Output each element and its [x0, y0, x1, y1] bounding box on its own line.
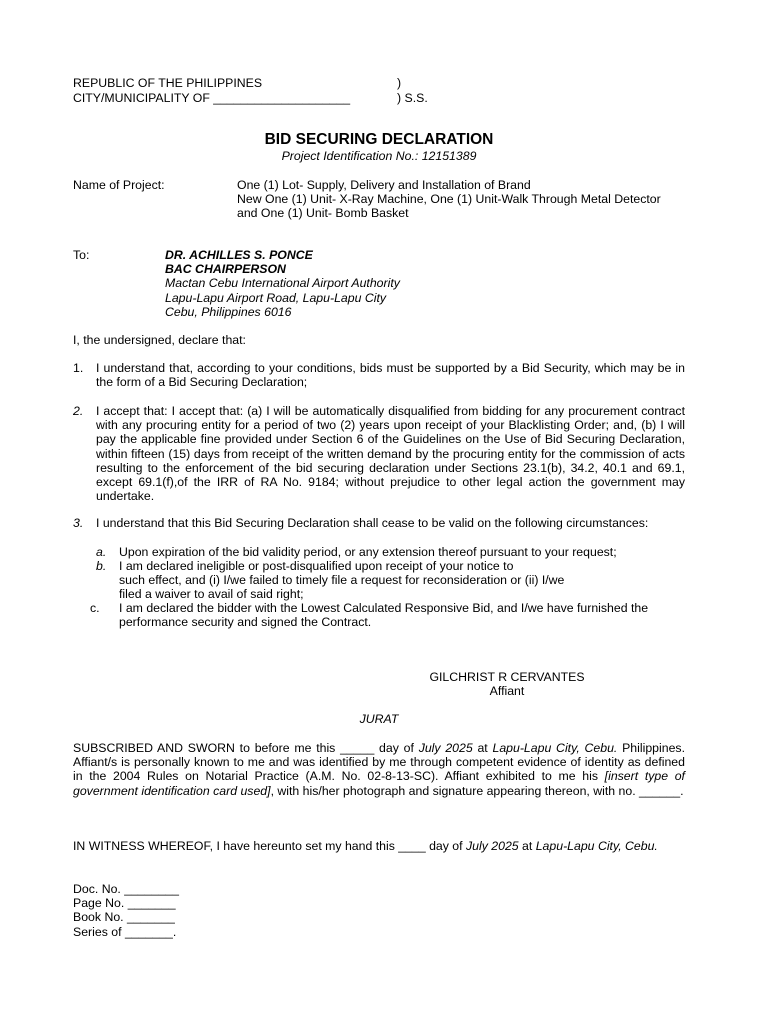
project-name-line: New One (1) Unit- X-Ray Machine, One (1) Unit-Walk Through Metal Detector: [237, 192, 661, 207]
addressee-block: [165, 248, 400, 319]
project-identification: Project Identification No.: 12151389: [281, 149, 477, 163]
project-name: [237, 178, 697, 221]
item-number: 1.: [73, 361, 84, 375]
witness-paragraph: [73, 839, 685, 853]
republic-line: REPUBLIC OF THE PHILIPPINES: [73, 76, 263, 90]
jurat-text: Philippines. Affiant/s is personally known to me and was identified by me through competent evidence of identity as defined in the 2004 Rules on Notarial Practice (A.M. No. 02-8-13-SC). Affiant exhibited to me his: [73, 741, 685, 784]
item-text: I accept that: I accept that: (a) I will be automatically disqualified from bidding for any procurement contract with any procuring entity for a period of two (2) years upon receipt of your Blacklisting Order; and, (b) I will pay the applicable fine provided under Section 6 of the Guidelines on the Use of Bid Securing Declaration, within fifteen (15) days from receipt of the written demand by the procuring entity for the commission of acts resulting to the enforcement of the bid securing declaration under Sections 23.1(b), 34.2, 40.1 and 69.1, except 69.1(f),of the IRR of RA No. 9184; without prejudice to other legal action the government may undertake.: [96, 404, 685, 504]
series-of: Series of _______.: [73, 924, 177, 939]
city-line: CITY/MUNICIPALITY OF ____________________: [73, 91, 351, 105]
subitem-line: filed a waiver to avail of said right;: [119, 587, 304, 602]
book-no: Book No. _______: [73, 910, 175, 925]
subitem-line: Upon expiration of the bid validity period, or any extension thereof pursuant to your request;: [119, 545, 617, 559]
witness-text: at: [518, 839, 536, 853]
jurat-paragraph: [73, 741, 685, 798]
addressee-address-line: Cebu, Philippines 6016: [165, 304, 292, 319]
ss-paren: ): [397, 76, 402, 90]
subitem-text: [119, 559, 564, 602]
declaration-intro: I, the undersigned, declare that:: [73, 333, 246, 347]
subitem-letter: a.: [96, 545, 107, 559]
addressee-address-line: Mactan Cebu International Airport Authority: [165, 276, 400, 291]
affiant-name: GILCHRIST R CERVANTES: [429, 670, 585, 684]
jurat-title: JURAT: [359, 712, 399, 726]
document-title: BID SECURING DECLARATION: [264, 131, 494, 148]
item-number: 2.: [73, 404, 84, 418]
to-label: To:: [73, 248, 90, 262]
project-name-line: One (1) Lot- Supply, Delivery and Installation of Brand: [237, 178, 531, 192]
witness-date: July 2025: [465, 839, 519, 853]
jurat-date: July 2025: [418, 741, 473, 755]
jurat-text: SUBSCRIBED AND SWORN to before me this _____ day of: [73, 741, 419, 755]
ss-label: ) S.S.: [397, 91, 428, 105]
affiant-label: Affiant: [489, 684, 525, 698]
subitem-text: [119, 545, 617, 559]
project-label: Name of Project:: [73, 178, 165, 192]
witness-text: IN WITNESS WHEREOF, I have hereunto set my hand this ____ day of: [73, 839, 466, 853]
subitem-text: [119, 601, 648, 629]
jurat-text: at: [472, 741, 493, 755]
subitem-letter: c.: [90, 601, 100, 615]
jurat-text: , with his/her photograph and signature appearing thereon, with no. ______.: [270, 783, 684, 798]
subitem-line: I am declared ineligible or post-disqualified upon receipt of your notice to: [119, 559, 514, 573]
item-number: 3.: [73, 516, 84, 530]
id-type-placeholder: [insert type of government identification card used]: [73, 769, 685, 798]
addressee-name: DR. ACHILLES S. PONCE: [165, 248, 313, 262]
item-text: I understand that, according to your conditions, bids must be supported by a Bid Security, which may be in the form of a Bid Securing Declaration;: [96, 361, 685, 390]
item-text: I understand that this Bid Securing Declaration shall cease to be valid on the following circumstances:: [96, 516, 649, 530]
subitem-line: performance security and signed the Contract.: [119, 615, 372, 630]
addressee-address-line: Lapu-Lapu Airport Road, Lapu-Lapu City: [165, 290, 387, 305]
witness-place: Lapu-Lapu City, Cebu.: [535, 839, 658, 853]
notary-register: [73, 882, 179, 939]
page-no: Page No. _______: [73, 896, 176, 911]
jurat-place: Lapu-Lapu City, Cebu.: [492, 741, 618, 755]
doc-no: Doc. No. ________: [73, 882, 179, 896]
subitem-line: I am declared the bidder with the Lowest Calculated Responsive Bid, and I/we have furnished the: [119, 601, 649, 615]
subitem-letter: b.: [96, 559, 107, 573]
subitem-line: such effect, and (i) I/we failed to timely file a request for reconsideration or (ii) I/we: [119, 573, 565, 588]
addressee-position: BAC CHAIRPERSON: [165, 262, 286, 277]
project-name-line: and One (1) Unit- Bomb Basket: [237, 206, 409, 221]
